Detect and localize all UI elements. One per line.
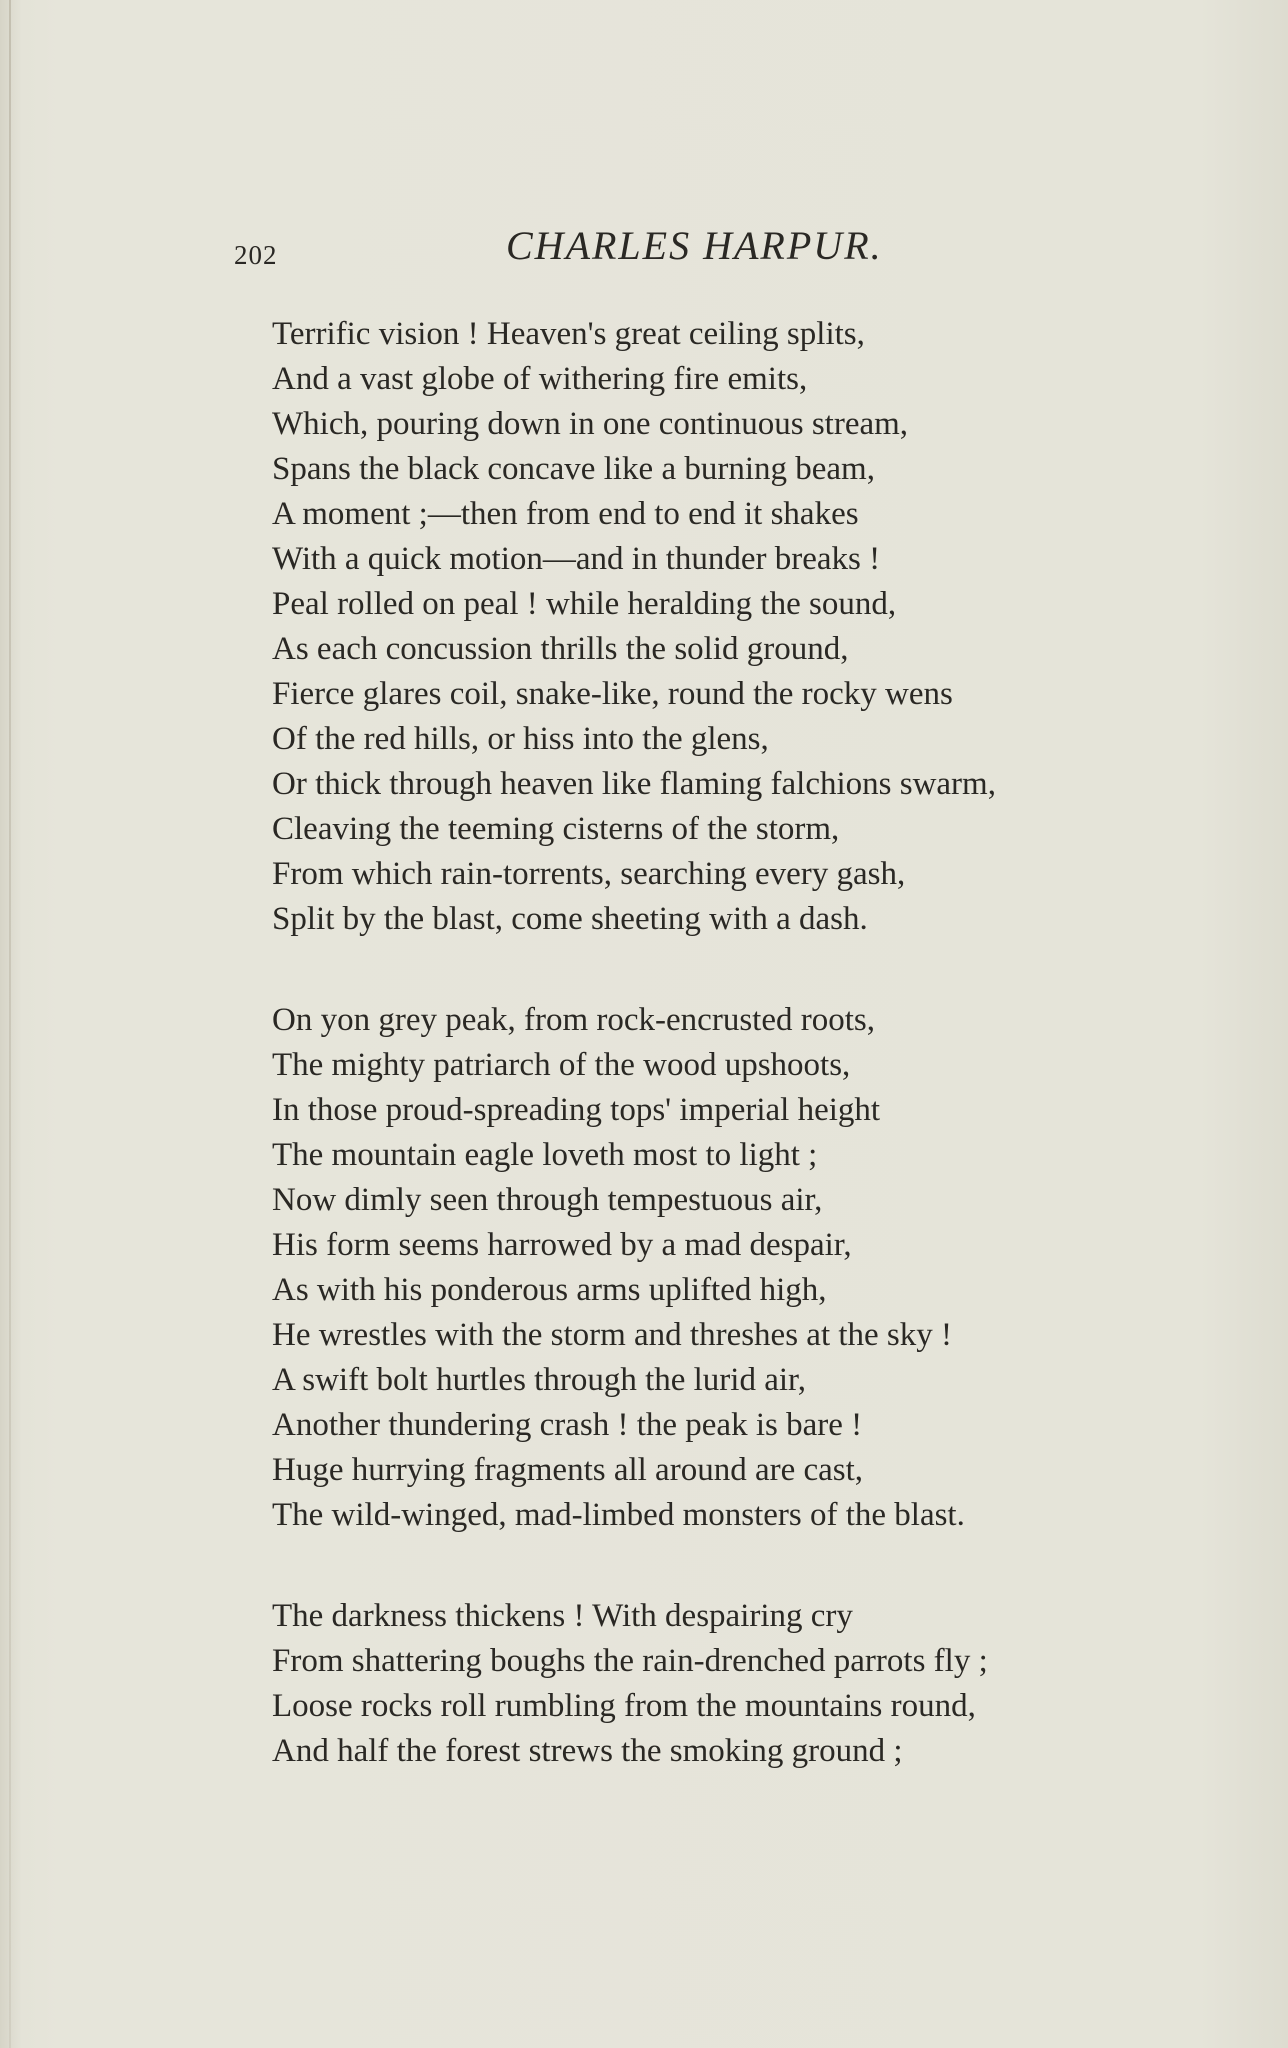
poem-line: A swift bolt hurtles through the lurid air,	[272, 1362, 806, 1398]
poem-line: Another thundering crash ! the peak is bare !	[272, 1407, 863, 1443]
poem-line: Loose rocks roll rumbling from the mountains round,	[272, 1688, 976, 1724]
poem-line: A moment ;—then from end to end it shakes	[272, 496, 859, 532]
poem-line: The mighty patriarch of the wood upshoots,	[272, 1047, 851, 1083]
poem-line: Or thick through heaven like flaming falchions swarm,	[272, 766, 996, 802]
poem-line: The wild-winged, mad-limbed monsters of the blast.	[272, 1497, 965, 1533]
page-gutter-edge	[9, 0, 11, 2048]
poem-line: Fierce glares coil, snake-like, round the rocky wens	[272, 676, 953, 712]
poem-line: His form seems harrowed by a mad despair,	[272, 1227, 852, 1263]
running-head	[234, 222, 924, 282]
poem-line: Now dimly seen through tempestuous air,	[272, 1182, 823, 1218]
poem-line: As each concussion thrills the solid ground,	[272, 631, 849, 667]
poem-line: And half the forest strews the smoking ground ;	[272, 1733, 903, 1769]
poem-line: In those proud-spreading tops' imperial height	[272, 1092, 881, 1128]
poem-line: Cleaving the teeming cisterns of the storm,	[272, 811, 840, 847]
poem-line: Split by the blast, come sheeting with a dash.	[272, 901, 868, 937]
poem-line: The darkness thickens ! With despairing cry	[272, 1598, 853, 1634]
page-number: 202	[234, 240, 278, 270]
poem-line: From shattering boughs the rain-drenched parrots fly ;	[272, 1643, 988, 1679]
stanza-2	[272, 998, 1172, 1538]
poem-line: Of the red hills, or hiss into the glens,	[272, 721, 769, 757]
poem-line: Which, pouring down in one continuous stream,	[272, 406, 909, 442]
poem-line: From which rain-torrents, searching every gash,	[272, 856, 906, 892]
poem-line: He wrestles with the storm and threshes at the sky !	[272, 1317, 953, 1353]
poem-line: Spans the black concave like a burning beam,	[272, 451, 875, 487]
poem-line: Terrific vision ! Heaven's great ceiling splits,	[272, 316, 865, 352]
poem-line: And a vast globe of withering fire emits,	[272, 361, 808, 397]
poem-line: As with his ponderous arms uplifted high,	[272, 1272, 827, 1308]
stanza-1	[272, 312, 1172, 942]
poem-line: With a quick motion—and in thunder breaks !	[272, 541, 881, 577]
poem-line: On yon grey peak, from rock-encrusted roots,	[272, 1002, 875, 1038]
stanza-3	[272, 1594, 1172, 1774]
poem-line: The mountain eagle loveth most to light ;	[272, 1137, 818, 1173]
running-title: CHARLES HARPUR.	[506, 223, 883, 268]
poem-line: Huge hurrying fragments all around are cast,	[272, 1452, 864, 1488]
poem-line: Peal rolled on peal ! while heralding the sound,	[272, 586, 897, 622]
poem-body	[272, 312, 1172, 1774]
